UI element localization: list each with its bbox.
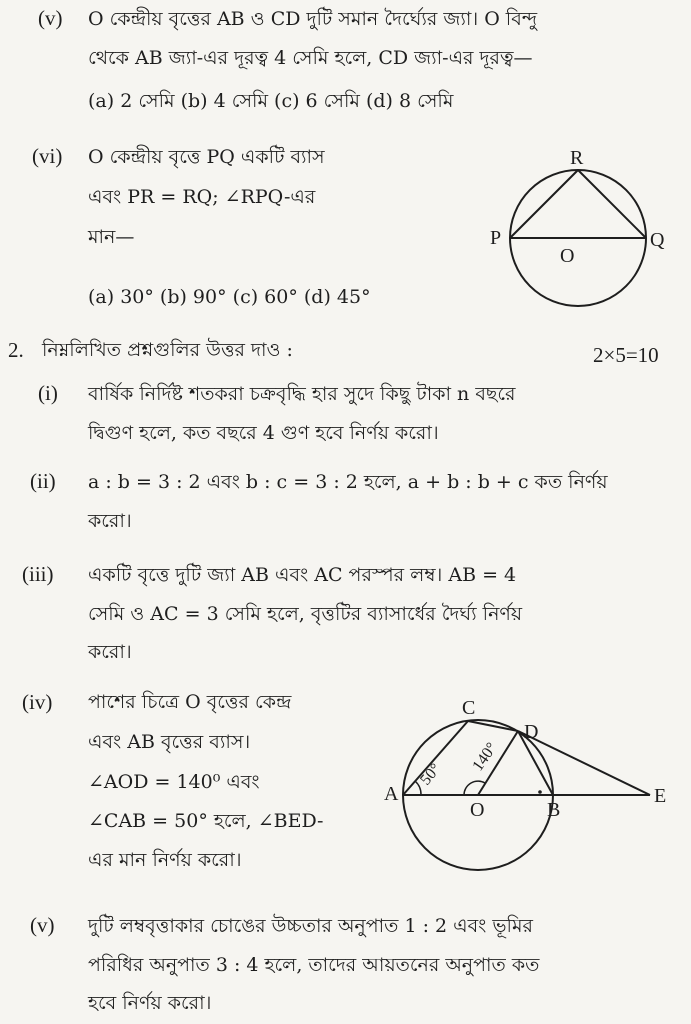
- question-text: একটি বৃত্তে দুটি জ্যা AB এবং AC পরস্পর লম্ব। AB = 4: [88, 564, 517, 586]
- angle-label-aod: 140°: [469, 739, 501, 775]
- answer-options: (a) 30° (b) 90° (c) 60° (d) 45°: [88, 286, 371, 308]
- point-label-p: P: [490, 227, 502, 249]
- question-text: দ্বিগুণ হলে, কত বছরে 4 গুণ হবে নির্ণয় করো।: [88, 422, 439, 444]
- point-label-d: D: [524, 721, 539, 743]
- question-text: O কেন্দ্রীয় বৃত্তে PQ একটি ব্যাস: [88, 146, 325, 168]
- question-text: করো।: [88, 510, 132, 532]
- question-text: ∠CAB = 50° হলে, ∠BED-: [88, 810, 324, 832]
- question-text: মান—: [88, 226, 135, 248]
- point-label-e: E: [654, 785, 667, 807]
- question-number: (v): [30, 913, 55, 937]
- section-number: 2.: [8, 338, 24, 362]
- point-label-r: R: [570, 147, 584, 169]
- question-text: বার্ষিক নির্দিষ্ট শতকরা চক্রবৃদ্ধি হার সুদে কিছু টাকা n বছরে: [88, 383, 516, 405]
- point-label-o: O: [560, 245, 575, 267]
- question-text: হবে নির্ণয় করো।: [88, 992, 212, 1014]
- point-b-dot: [538, 790, 542, 794]
- angle-arc-a: [415, 781, 421, 795]
- marks: 2×5=10: [593, 343, 659, 367]
- question-text: এর মান নির্ণয় করো।: [88, 849, 242, 871]
- question-text: পাশের চিত্রে O বৃত্তের কেন্দ্র: [88, 691, 292, 713]
- question-text: a : b = 3 : 2 এবং b : c = 3 : 2 হলে, a + b : b + c কত নির্ণয়: [88, 471, 608, 493]
- question-text: দুটি লম্ববৃত্তাকার চোঙের উচ্চতার অনুপাত 1 : 2 এবং ভূমির: [88, 915, 533, 937]
- question-text: O কেন্দ্রীয় বৃত্তের AB ও CD দুটি সমান দৈর্ঘ্যের জ্যা। O বিন্দু: [88, 8, 538, 30]
- section-heading: নিম্নলিখিত প্রশ্নগুলির উত্তর দাও :: [42, 339, 293, 361]
- answer-options: (a) 2 সেমি (b) 4 সেমি (c) 6 সেমি (d) 8 সেমি: [88, 90, 454, 112]
- question-text: এবং PR = RQ; ∠RPQ-এর: [88, 186, 316, 208]
- question-text: সেমি ও AC = 3 সেমি হলে, বৃত্তটির ব্যাসার্ধের দৈর্ঘ্য নির্ণয়: [88, 603, 523, 625]
- question-number: (iv): [22, 690, 53, 714]
- point-label-q: Q: [650, 229, 665, 251]
- point-label-b: B: [547, 799, 561, 821]
- point-label-c: C: [462, 697, 476, 719]
- question-number: (i): [38, 381, 58, 405]
- question-number: (ii): [30, 469, 56, 493]
- question-number: (vi): [32, 144, 63, 168]
- question-text: পরিধির অনুপাত 3 : 4 হলে, তাদের আয়তনের অনুপাত কত: [88, 954, 540, 976]
- question-text: এবং AB বৃত্তের ব্যাস।: [88, 731, 251, 753]
- question-text: থেকে AB জ্যা-এর দূরত্ব 4 সেমি হলে, CD জ্যা-এর দূরত্ব—: [88, 47, 533, 69]
- question-number: (v): [38, 6, 63, 30]
- question-number: (iii): [22, 562, 54, 586]
- point-label-a: A: [384, 783, 399, 805]
- point-label-o: O: [470, 799, 485, 821]
- angle-label-cab: 50°: [417, 760, 445, 789]
- question-text: ∠AOD = 140⁰ এবং: [88, 771, 260, 793]
- question-text: করো।: [88, 641, 132, 663]
